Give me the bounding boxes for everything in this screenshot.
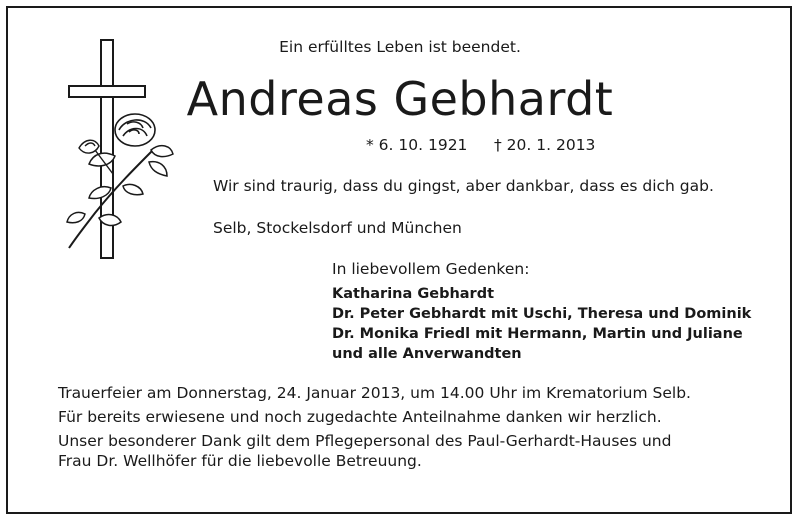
deceased-name: Andreas Gebhardt [186, 72, 614, 126]
quote: Wir sind traurig, dass du gingst, aber dankbar, dass es dich gab. [213, 177, 714, 195]
mourner-line: und alle Anverwandten [332, 346, 522, 362]
mourner-line: Dr. Monika Friedl mit Hermann, Martin und Juliane [332, 326, 743, 342]
special-thanks-line-2: Frau Dr. Wellhöfer für die liebevolle Betreuung. [58, 452, 422, 470]
mourners-list [332, 284, 751, 364]
motto: Ein erfülltes Leben ist beendet. [279, 38, 521, 56]
places: Selb, Stockelsdorf und München [213, 219, 462, 237]
special-thanks-line: Unser besonderer Dank gilt dem Pflegepersonal des Paul-Gerhardt-Hauses und [58, 432, 672, 450]
death-date: † 20. 1. 2013 [494, 136, 596, 154]
memory-heading: In liebevollem Gedenken: [332, 260, 530, 278]
mourner-line: Katharina Gebhardt [332, 286, 495, 302]
funeral-info: Trauerfeier am Donnerstag, 24. Januar 2013, um 14.00 Uhr im Krematorium Selb. [58, 384, 691, 402]
mourner-line: Dr. Peter Gebhardt mit Uschi, Theresa und Dominik [332, 306, 752, 322]
footer-text [58, 383, 691, 471]
thanks-line: Für bereits erwiesene und noch zugedachte Anteilnahme danken wir herzlich. [58, 408, 662, 426]
birth-date: * 6. 10. 1921 [366, 136, 468, 154]
